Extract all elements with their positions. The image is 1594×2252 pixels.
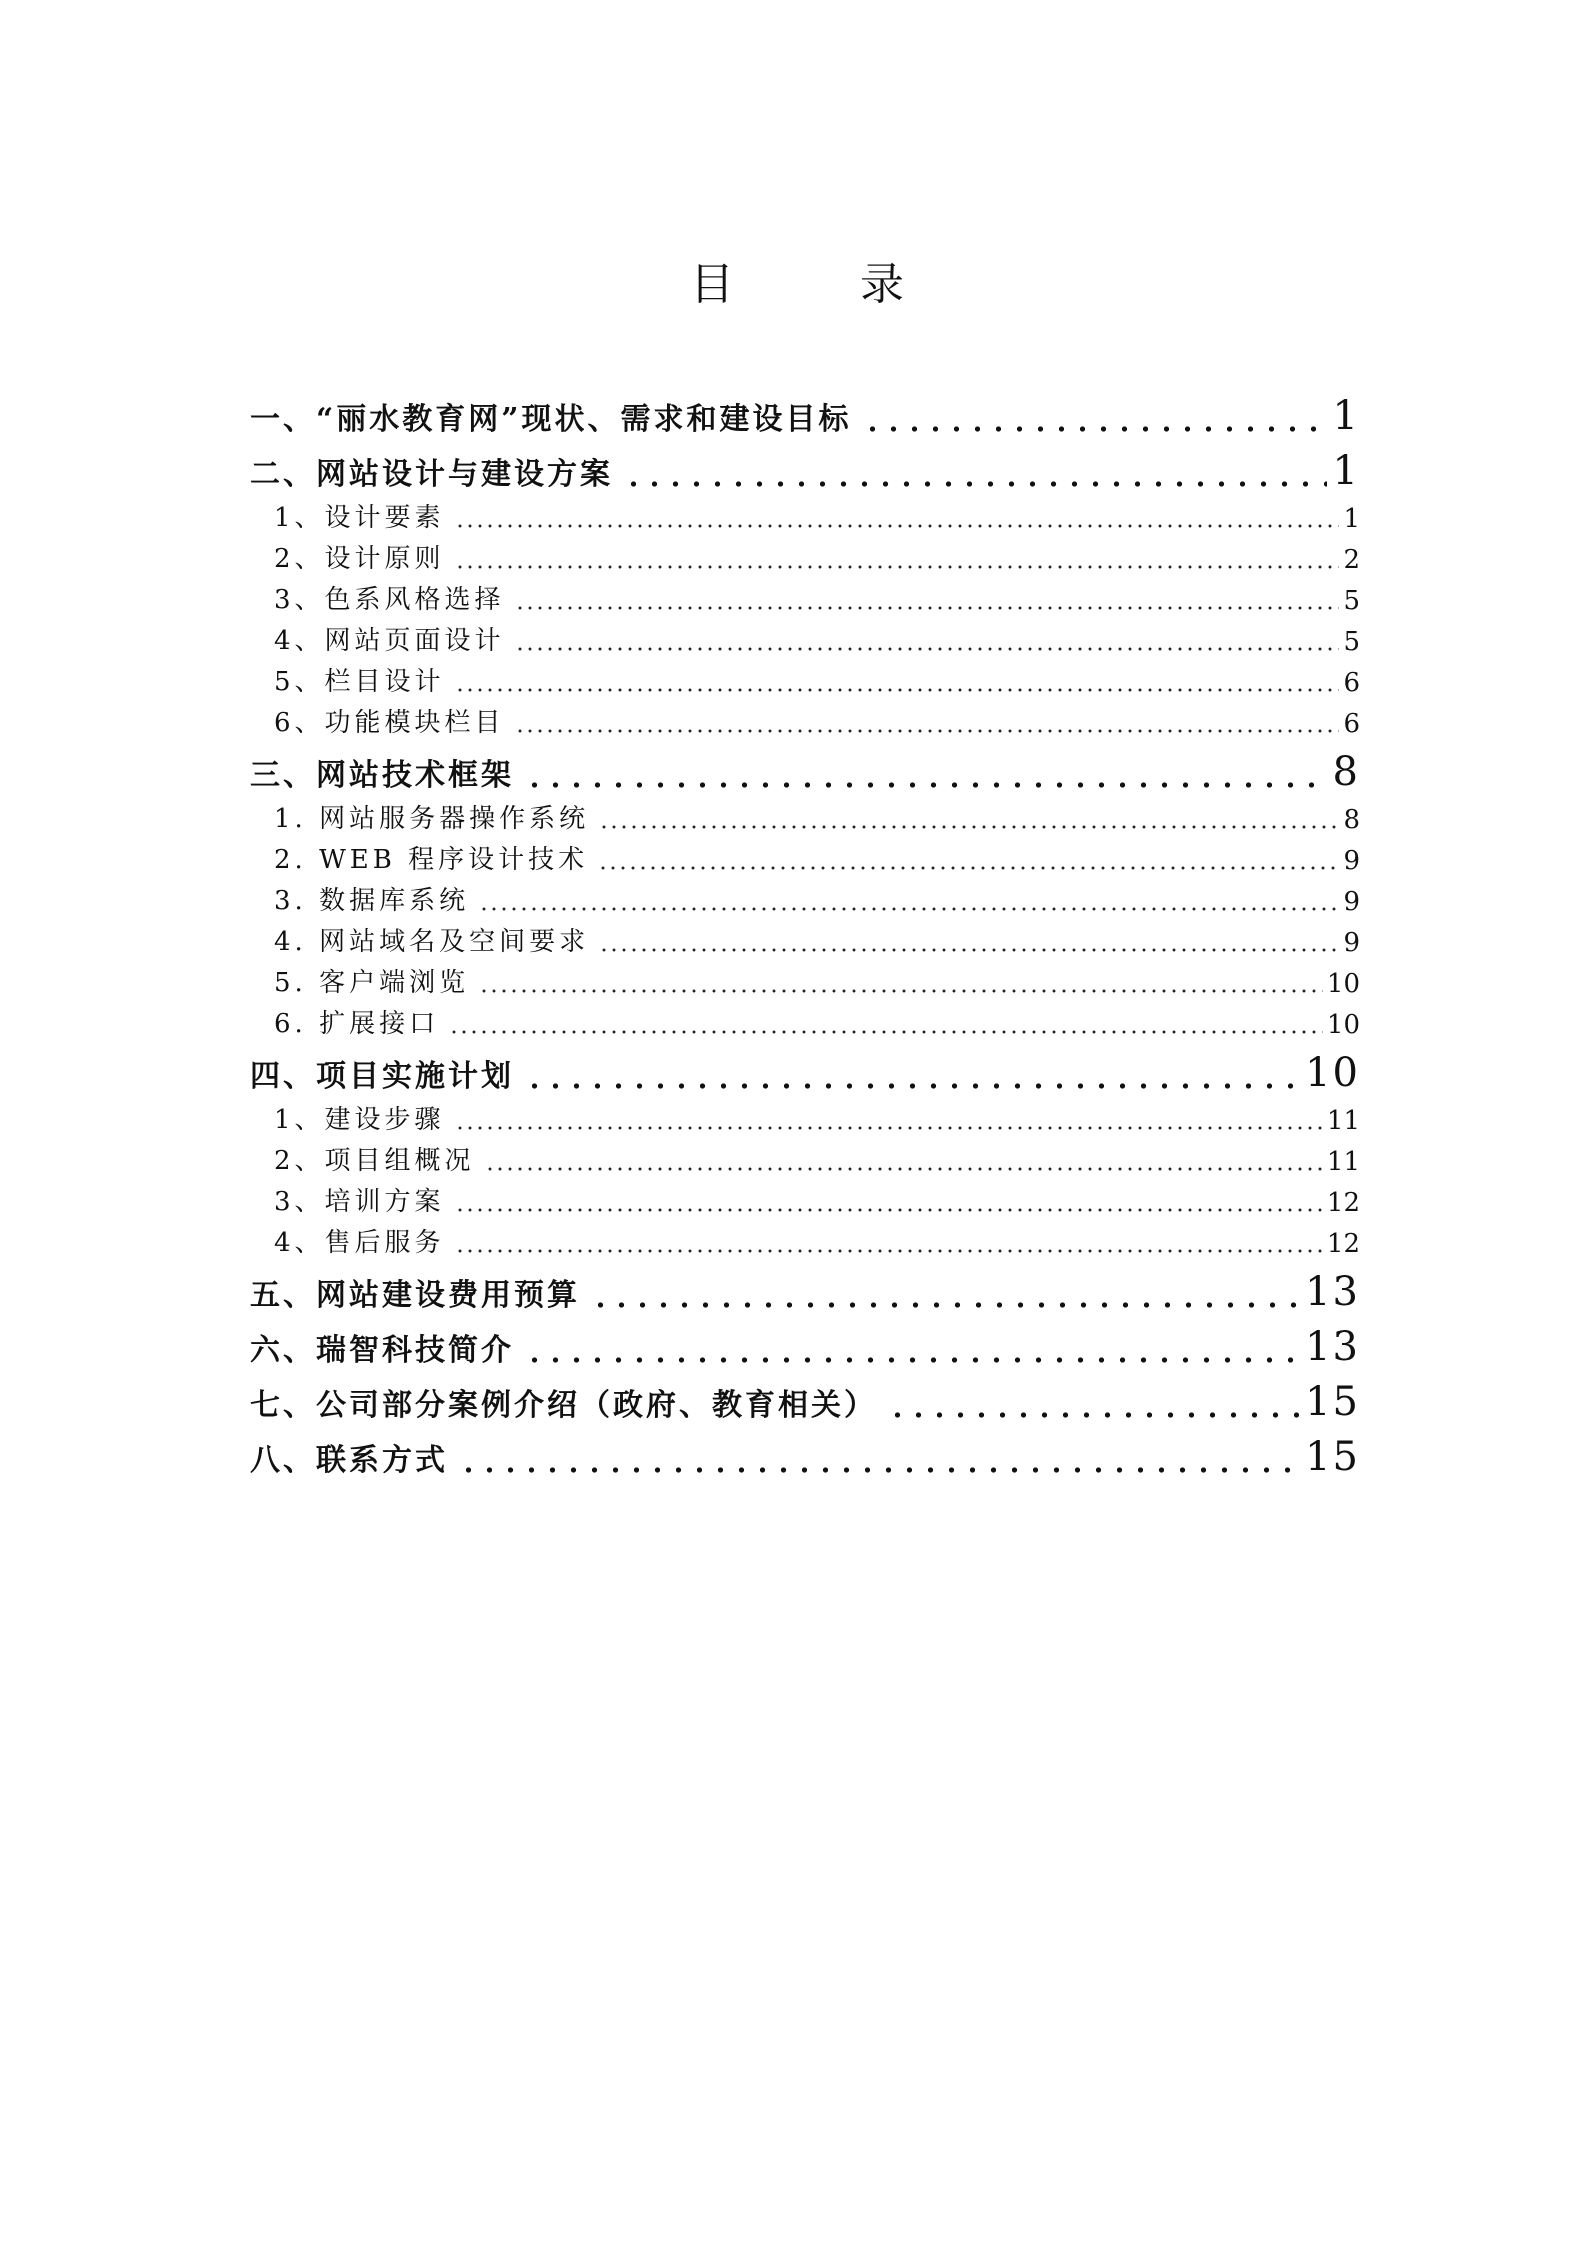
dot-leader: [515, 631, 1340, 657]
toc-page-number: 10: [1305, 1050, 1360, 1096]
page-title: 目 录: [690, 259, 960, 310]
toc-section-entry[interactable]: [250, 1424, 1360, 1479]
toc-page-number: 6: [1343, 668, 1360, 698]
dot-leader: [455, 549, 1340, 575]
toc-page-number: 8: [1332, 749, 1360, 795]
dot-leader: [524, 764, 1327, 794]
toc-entry-label: 4、网站页面设计: [274, 626, 505, 656]
toc-section-entry[interactable]: [250, 1369, 1360, 1424]
dot-leader: [598, 850, 1339, 876]
toc-page-number: 12: [1326, 1188, 1360, 1218]
toc-subsection-entry[interactable]: [250, 958, 1360, 999]
toc-entry-label: 5、栏目设计: [274, 667, 445, 697]
toc-section-entry[interactable]: [250, 438, 1360, 493]
toc-page-number: 10: [1326, 1010, 1360, 1040]
toc-subsection-entry[interactable]: [250, 1218, 1360, 1259]
dot-leader: [887, 1394, 1299, 1424]
toc-page-number: 13: [1305, 1269, 1360, 1315]
toc-page-number: 9: [1343, 846, 1360, 876]
toc-subsection-entry[interactable]: [250, 835, 1360, 876]
toc-entry-label: 4、售后服务: [274, 1228, 445, 1258]
dot-leader: [458, 1449, 1299, 1479]
toc-page-number: 6: [1343, 709, 1360, 739]
toc-entry-label: 2、项目组概况: [274, 1146, 475, 1176]
toc-entry-label: 6、功能模块栏目: [274, 708, 505, 738]
dot-leader: [449, 1014, 1323, 1040]
toc-subsection-entry[interactable]: [250, 917, 1360, 958]
toc-page-number: 9: [1343, 928, 1360, 958]
toc-subsection-entry[interactable]: [250, 1095, 1360, 1136]
toc-entry-label: 七、公司部分案例介绍（政府、教育相关）: [250, 1388, 877, 1423]
toc-page-number: 11: [1326, 1106, 1360, 1136]
toc-subsection-entry[interactable]: [250, 794, 1360, 835]
toc-page-number: 8: [1343, 805, 1360, 835]
toc-entry-label: 3、培训方案: [274, 1187, 445, 1217]
toc-entry-label: 八、联系方式: [250, 1443, 448, 1478]
toc-section-entry[interactable]: [250, 1040, 1360, 1095]
dot-leader: [455, 1192, 1323, 1218]
toc-section-entry[interactable]: [250, 383, 1360, 438]
toc-subsection-entry[interactable]: [250, 876, 1360, 917]
toc-page-number: 15: [1305, 1434, 1360, 1480]
toc-entry-label: 1. 网站服务器操作系统: [274, 804, 590, 834]
toc-subsection-entry[interactable]: [250, 657, 1360, 698]
toc-page-number: 5: [1343, 627, 1360, 657]
toc-page-number: 13: [1305, 1324, 1360, 1370]
toc-entry-label: 4. 网站域名及空间要求: [274, 927, 590, 957]
dot-leader: [590, 1284, 1299, 1314]
toc-page-number: 1: [1332, 448, 1360, 494]
toc-subsection-entry[interactable]: [250, 698, 1360, 739]
dot-leader: [455, 672, 1340, 698]
toc-page-number: 9: [1343, 887, 1360, 917]
toc-entry-label: 二、网站设计与建设方案: [250, 457, 613, 492]
toc-page-number: 5: [1343, 586, 1360, 616]
toc-subsection-entry[interactable]: [250, 1136, 1360, 1177]
toc-entry-label: 2. WEB 程序设计技术: [274, 845, 589, 875]
toc-page-number: 1: [1332, 393, 1360, 439]
toc-entry-label: 3. 数据库系统: [274, 886, 470, 916]
toc-entry-label: 五、网站建设费用预算: [250, 1278, 580, 1313]
toc-entry-label: 六、瑞智科技简介: [250, 1333, 514, 1368]
toc-entry-label: 1、建设步骤: [274, 1105, 445, 1135]
toc-entry-label: 3、色系风格选择: [274, 585, 505, 615]
toc-page-number: 12: [1326, 1229, 1360, 1259]
dot-leader: [515, 713, 1340, 739]
toc-entry-label: 6. 扩展接口: [274, 1009, 440, 1039]
toc-subsection-entry[interactable]: [250, 575, 1360, 616]
toc-entry-label: 三、网站技术框架: [250, 758, 514, 793]
toc-subsection-entry[interactable]: [250, 493, 1360, 534]
toc-subsection-entry[interactable]: [250, 534, 1360, 575]
dot-leader: [524, 1065, 1299, 1095]
dot-leader: [524, 1339, 1299, 1369]
toc-page-number: 15: [1305, 1379, 1360, 1425]
toc-subsection-entry[interactable]: [250, 999, 1360, 1040]
toc-entry-label: 1、设计要素: [274, 503, 445, 533]
dot-leader: [485, 1151, 1323, 1177]
dot-leader: [623, 463, 1327, 493]
toc-section-entry[interactable]: [250, 1314, 1360, 1369]
dot-leader: [455, 1233, 1323, 1259]
dot-leader: [479, 973, 1323, 999]
toc-entry-label: 四、项目实施计划: [250, 1059, 514, 1094]
dot-leader: [599, 809, 1339, 835]
dot-leader: [862, 408, 1327, 438]
table-of-contents: [250, 383, 1360, 1479]
toc-page-number: 11: [1326, 1147, 1360, 1177]
toc-page-number: 1: [1343, 504, 1360, 534]
toc-page-number: 10: [1326, 969, 1360, 999]
dot-leader: [455, 1110, 1323, 1136]
toc-section-entry[interactable]: [250, 1259, 1360, 1314]
toc-subsection-entry[interactable]: [250, 616, 1360, 657]
toc-entry-label: 2、设计原则: [274, 544, 445, 574]
dot-leader: [455, 508, 1340, 534]
dot-leader: [515, 590, 1340, 616]
dot-leader: [479, 891, 1339, 917]
toc-entry-label: 5. 客户端浏览: [274, 968, 470, 998]
toc-entry-label: 一、“丽水教育网”现状、需求和建设目标: [250, 402, 852, 437]
dot-leader: [599, 932, 1339, 958]
toc-page-number: 2: [1343, 545, 1360, 575]
toc-subsection-entry[interactable]: [250, 1177, 1360, 1218]
toc-section-entry[interactable]: [250, 739, 1360, 794]
